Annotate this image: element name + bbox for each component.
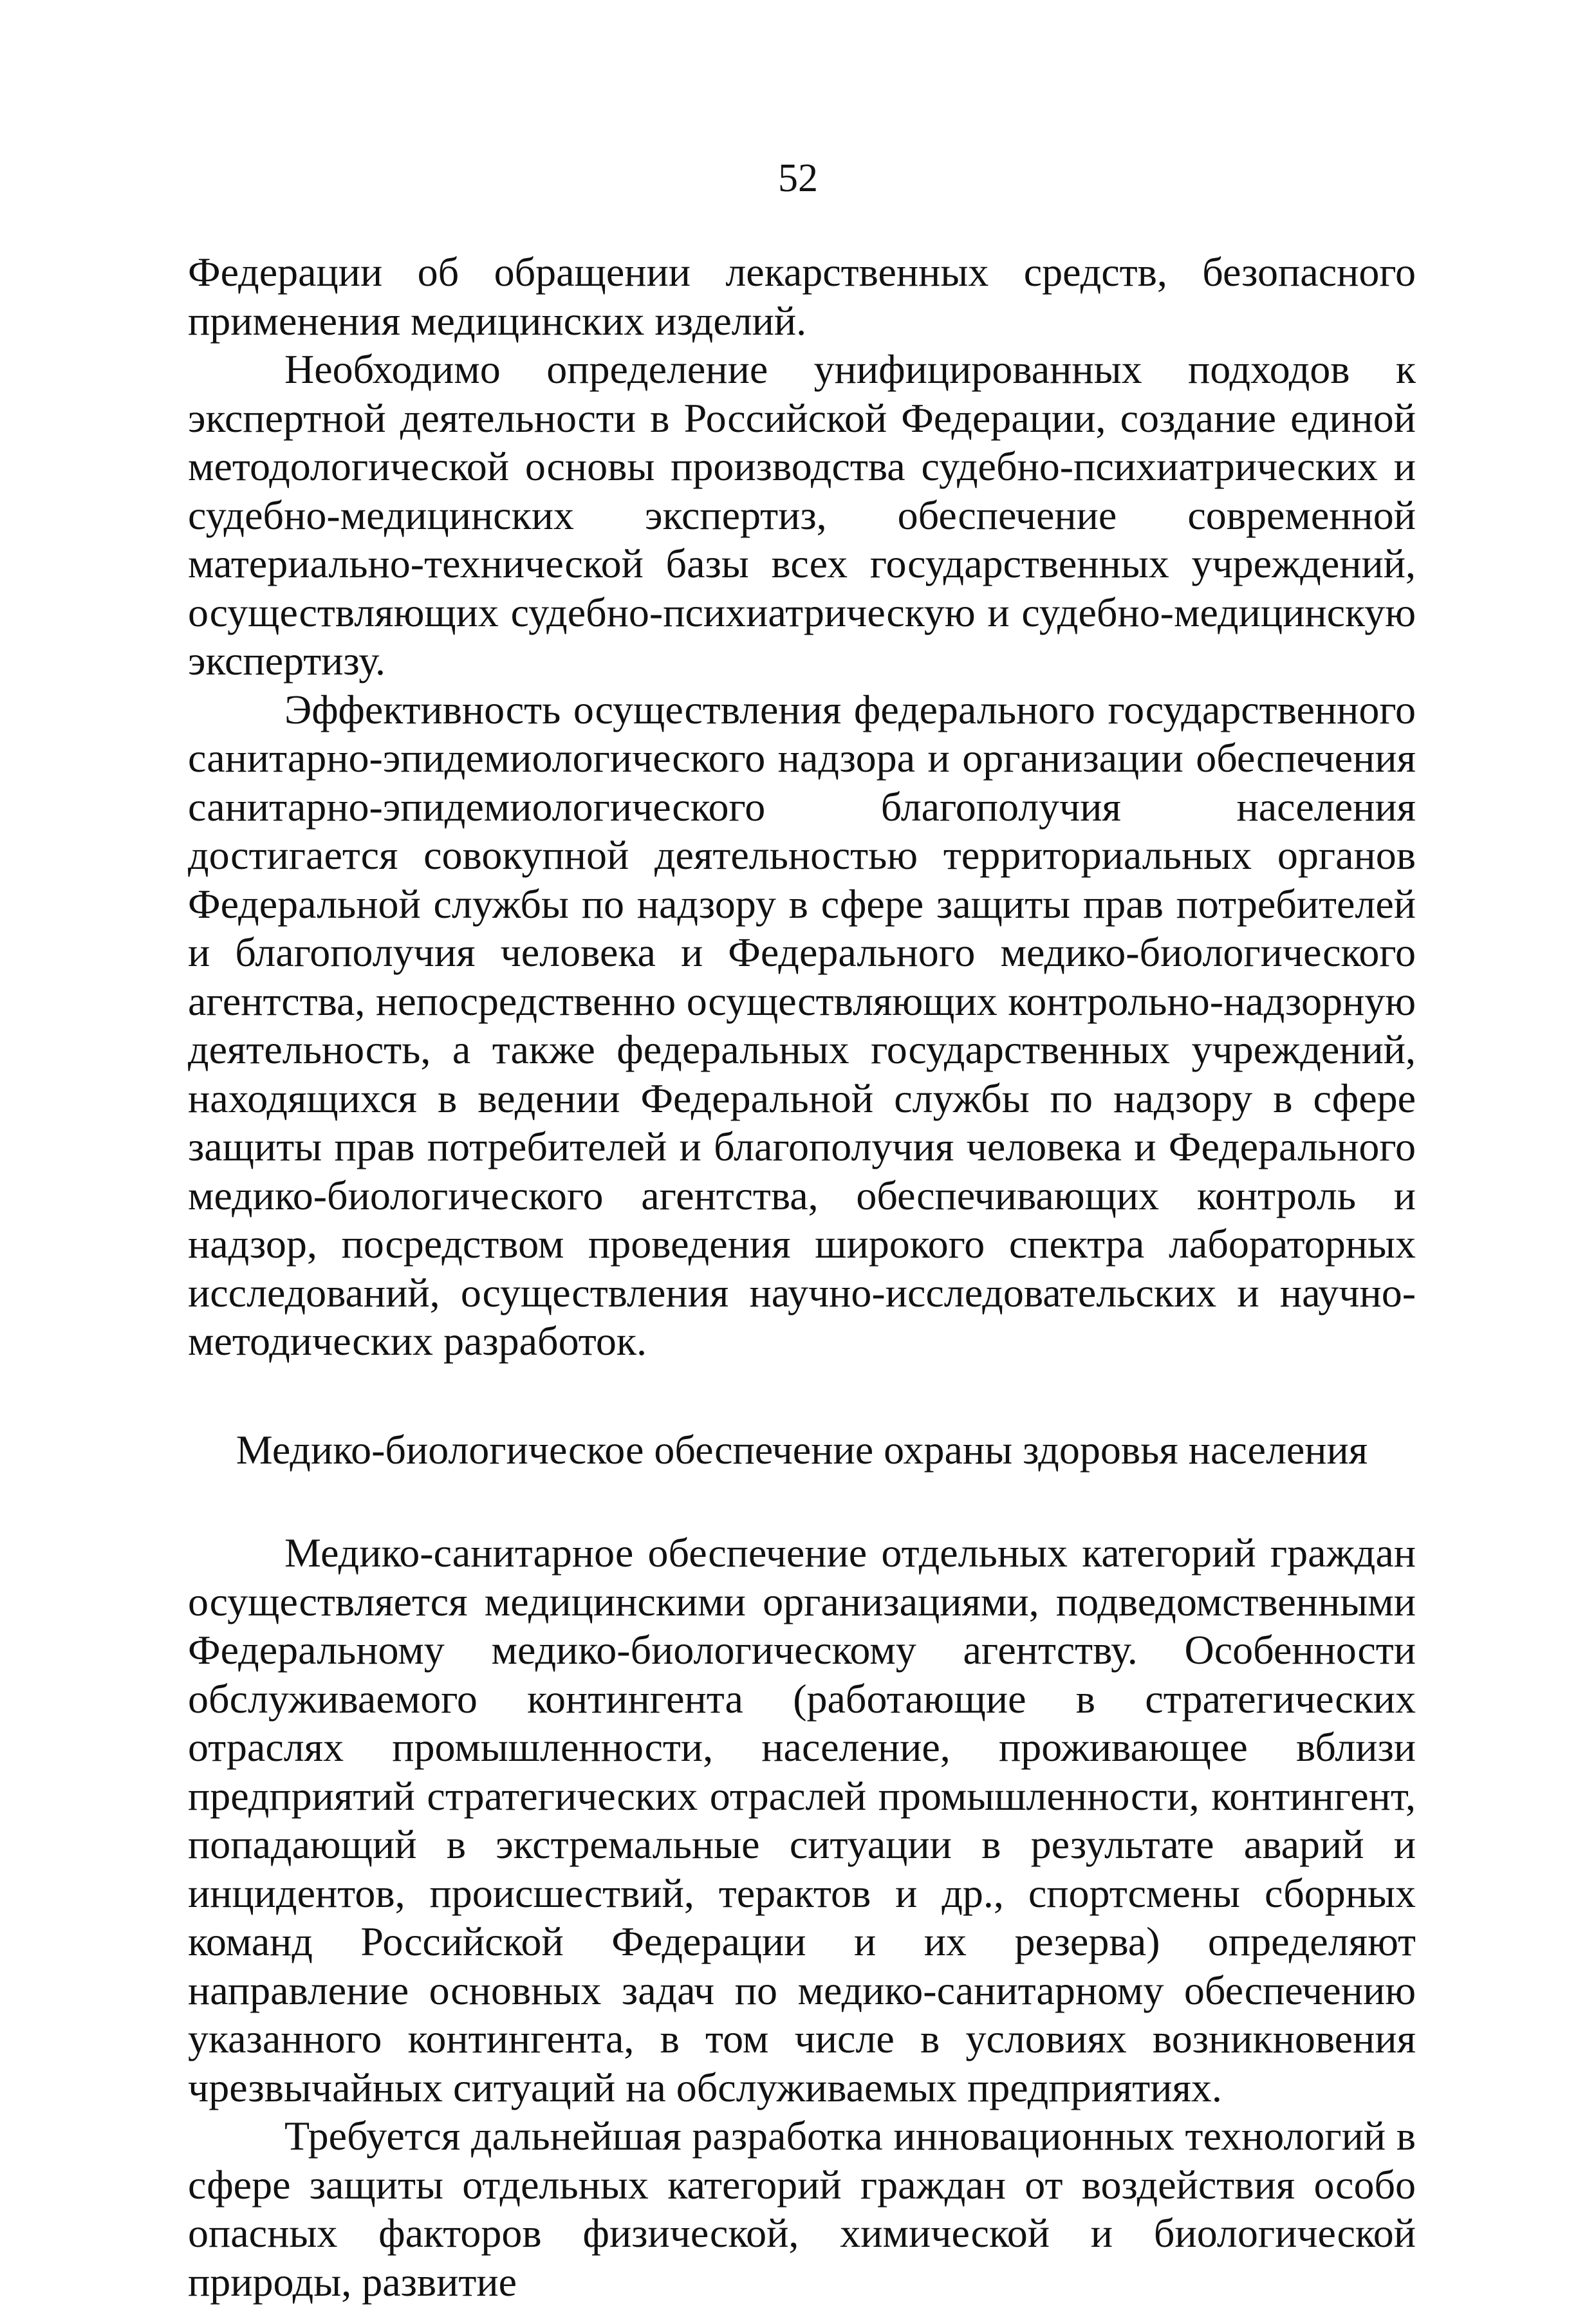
section-heading: Медико-биологическое обеспечение охраны здоровья населения xyxy=(236,1426,1368,1473)
paragraph-expert-activity: Необходимо определение унифицированных подходов к экспертной деятельности в Российской Федерации, создание единой методологической основы производства судебно-психиатрических и судебно-медицинских экспертиз, обеспечение современной материально-технической базы всех государственных учреждений, осуществляющих судебно-психиатрическую и судебно-медицинскую экспертизу. xyxy=(188,346,1416,683)
paragraph-medical-sanitary-support: Медико-санитарное обеспечение отдельных категорий граждан осуществляется медицинскими организациями, подведомственными Федеральному медико-биологическому агентству. Особенности обслуживаемого контингента (работающие в стратегических отраслях промышленности, население, проживающее вблизи предприятий стратегических отраслей промышленности, контингент, попадающий в экстремальные ситуации в результате аварий и инцидентов, происшествий, терактов и др., спортсмены сборных команд Российской Федерации и их резерва) определяют направление основных задач по медико-санитарному обеспечению указанного контингента, в том числе в условиях возникновения чрезвычайных ситуаций на обслуживаемых предприятиях. xyxy=(188,1530,1416,2110)
document-body xyxy=(188,248,1416,2306)
paragraph-innovative-technologies: Требуется дальнейшая разработка инновационных технологий в сфере защиты отдельных категорий граждан от воздействия особо опасных факторов физической, химической и биологической природы, развитие xyxy=(188,2113,1416,2305)
paragraph-continuation: Федерации об обращении лекарственных средств, безопасного применения медицинских изделий. xyxy=(188,249,1416,344)
page-number: 52 xyxy=(778,156,818,200)
paragraph-sanitary-supervision: Эффективность осуществления федерального государственного санитарно-эпидемиологического надзора и организации обеспечения санитарно-эпидемиологического благополучия населения достигается совокупной деятельностью территориальных органов Федеральной службы по надзору в сфере защиты прав потребителей и благополучия человека и Федерального медико-биологического агентства, непосредственно осуществляющих контрольно-надзорную деятельность, а также федеральных государственных учреждений, находящихся в ведении Федеральной службы по надзору в сфере защиты прав потребителей и благополучия человека и Федерального медико-биологического агентства, обеспечивающих контроль и надзор, посредством проведения широкого спектра лабораторных исследований, осуществления научно-исследовательских и научно-методических разработок. xyxy=(188,686,1416,1364)
